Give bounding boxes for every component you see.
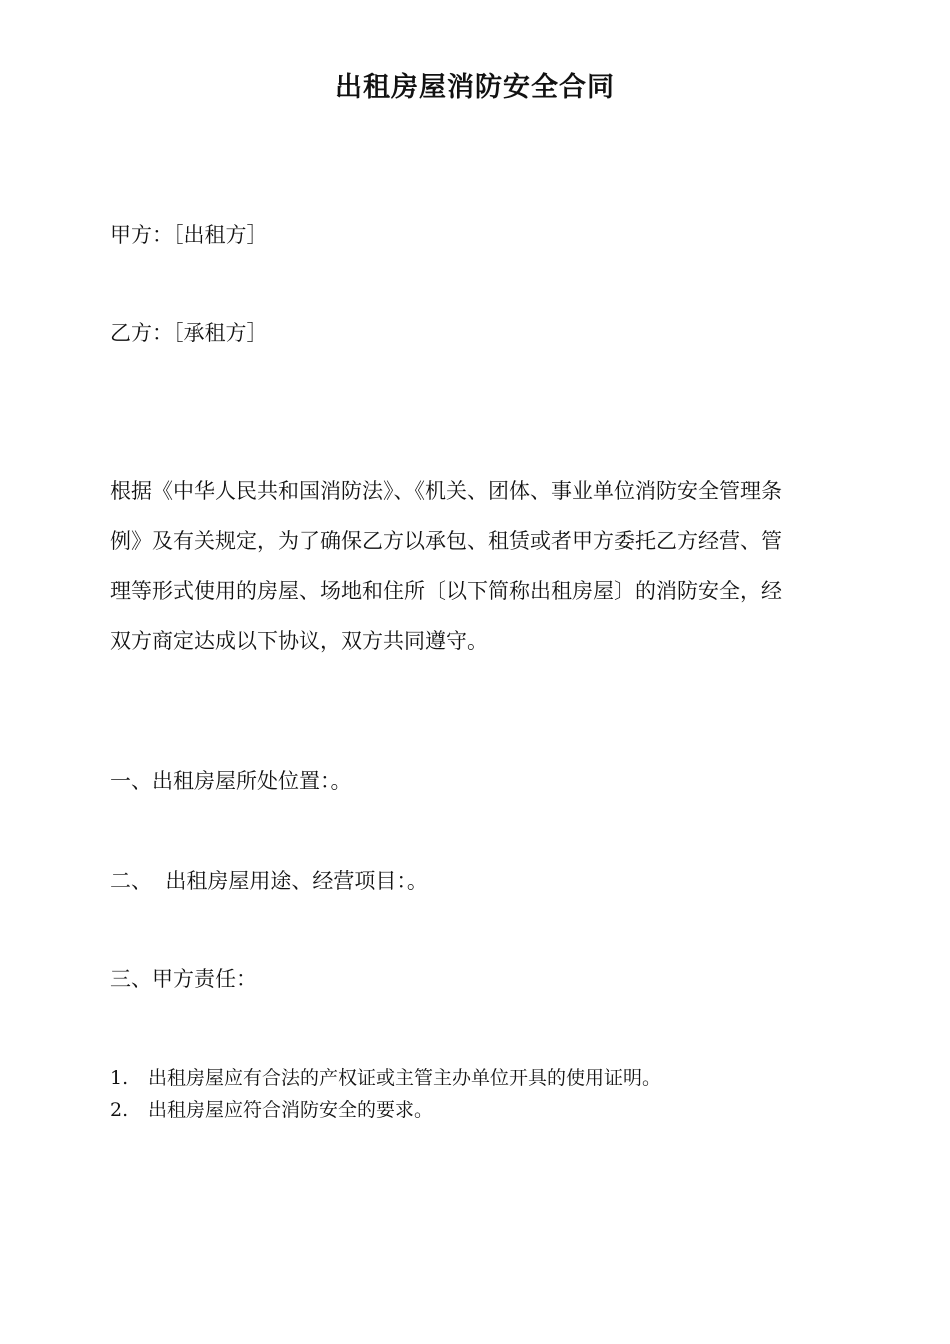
document-title: 出租房屋消防安全合同 [335,72,615,103]
intro-line: 例》及有关规定，为了确保乙方以承包、租赁或者甲方委托乙方经营、管 [110,529,782,553]
list-item-text: 出租房屋应有合法的产权证或主管主办单位开具的使用证明。 [148,1067,662,1089]
section-location: 一、出租房屋所处位置：。 [110,769,352,793]
section-usage: 二、 出租房屋用途、经营项目：。 [110,869,428,893]
intro-line: 理等形式使用的房屋、场地和住所〔以下简称出租房屋〕的消防安全，经 [110,579,782,603]
intro-line: 根据《中华人民共和国消防法》、《机关、团体、事业单位消防安全管理条 [110,479,782,503]
list-item [110,1096,433,1124]
party-a: 甲方：［出租方］ [110,223,268,247]
list-item-text: 出租房屋应符合消防安全的要求。 [148,1099,434,1121]
intro-line: 双方商定达成以下协议，双方共同遵守。 [110,629,488,653]
party-b: 乙方：［承租方］ [110,321,268,345]
list-item-number: 1. [110,1067,129,1089]
list-item [110,1064,661,1092]
list-item-number: 2. [110,1099,129,1121]
section-party-a-duties: 三、甲方责任： [110,967,257,991]
intro-paragraph [110,466,855,666]
